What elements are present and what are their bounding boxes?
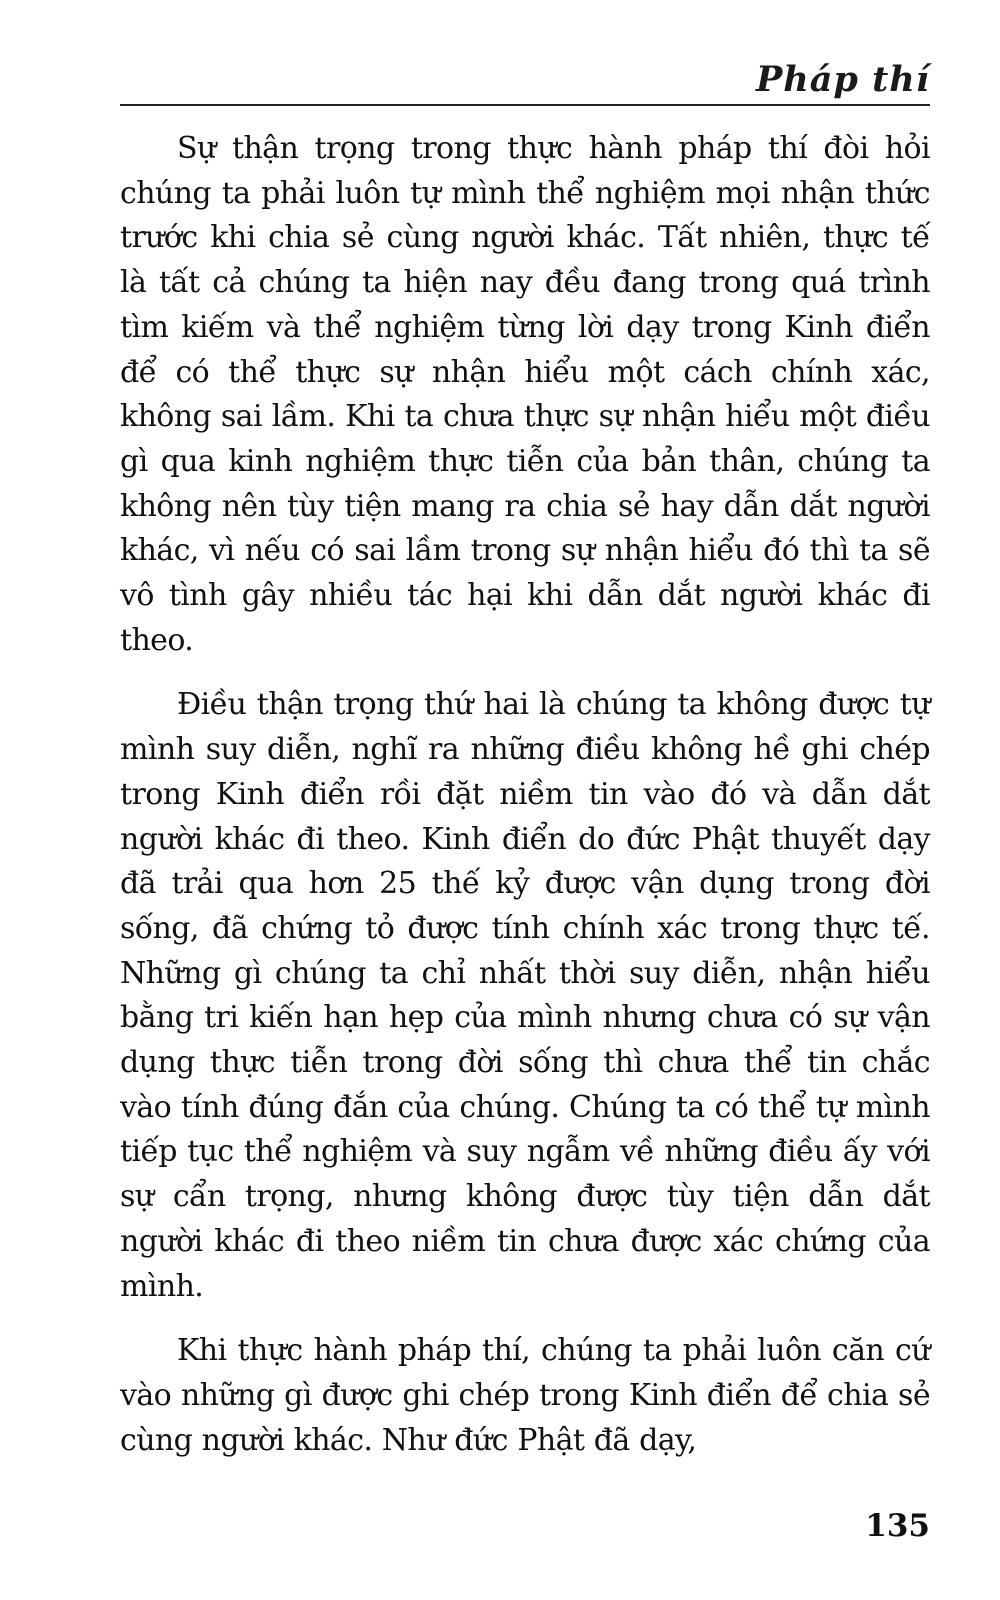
- page-body: [120, 127, 930, 1463]
- body-paragraph: Sự thận trọng trong thực hành pháp thí đòi hỏi chúng ta phải luôn tự mình thể nghiệm mọi nhận thức trước khi chia sẻ cùng người khác. Tất nhiên, thực tế là tất cả chúng ta hiện nay đều đang trong quá trình tìm kiếm và thể nghiệm từng lời dạy trong Kinh điển để có thể thực sự nhận hiểu một cách chính xác, không sai lầm. Khi ta chưa thực sự nhận hiểu một điều gì qua kinh nghiệm thực tiễn của bản thân, chúng ta không nên tùy tiện mang ra chia sẻ hay dẫn dắt người khác, vì nếu có sai lầm trong sự nhận hiểu đó thì ta sẽ vô tình gây nhiều tác hại khi dẫn dắt người khác đi theo.: [120, 131, 930, 658]
- body-paragraph: Khi thực hành pháp thí, chúng ta phải luôn căn cứ vào những gì được ghi chép trong Kinh điển để chia sẻ cùng người khác. Như đức Phật đã dạy,: [120, 1333, 930, 1458]
- page-number: 135: [865, 1508, 930, 1544]
- running-title: Pháp thí: [755, 59, 930, 100]
- body-paragraph: Điều thận trọng thứ hai là chúng ta không được tự mình suy diễn, nghĩ ra những điều không hề ghi chép trong Kinh điển rồi đặt niềm tin vào đó và dẫn dắt người khác đi theo. Kinh điển do đức Phật thuyết dạy đã trải qua hơn 25 thế kỷ được vận dụng trong đời sống, đã chứng tỏ được tính chính xác trong thực tế. Những gì chúng ta chỉ nhất thời suy diễn, nhận hiểu bằng tri kiến hạn hẹp của mình nhưng chưa có sự vận dụng thực tiễn trong đời sống thì chưa thể tin chắc vào tính đúng đắn của chúng. Chúng ta có thể tự mình tiếp tục thể nghiệm và suy ngẫm về những điều ấy với sự cẩn trọng, nhưng không được tùy tiện dẫn dắt người khác đi theo niềm tin chưa được xác chứng của mình.: [120, 687, 930, 1304]
- running-header: [120, 48, 930, 106]
